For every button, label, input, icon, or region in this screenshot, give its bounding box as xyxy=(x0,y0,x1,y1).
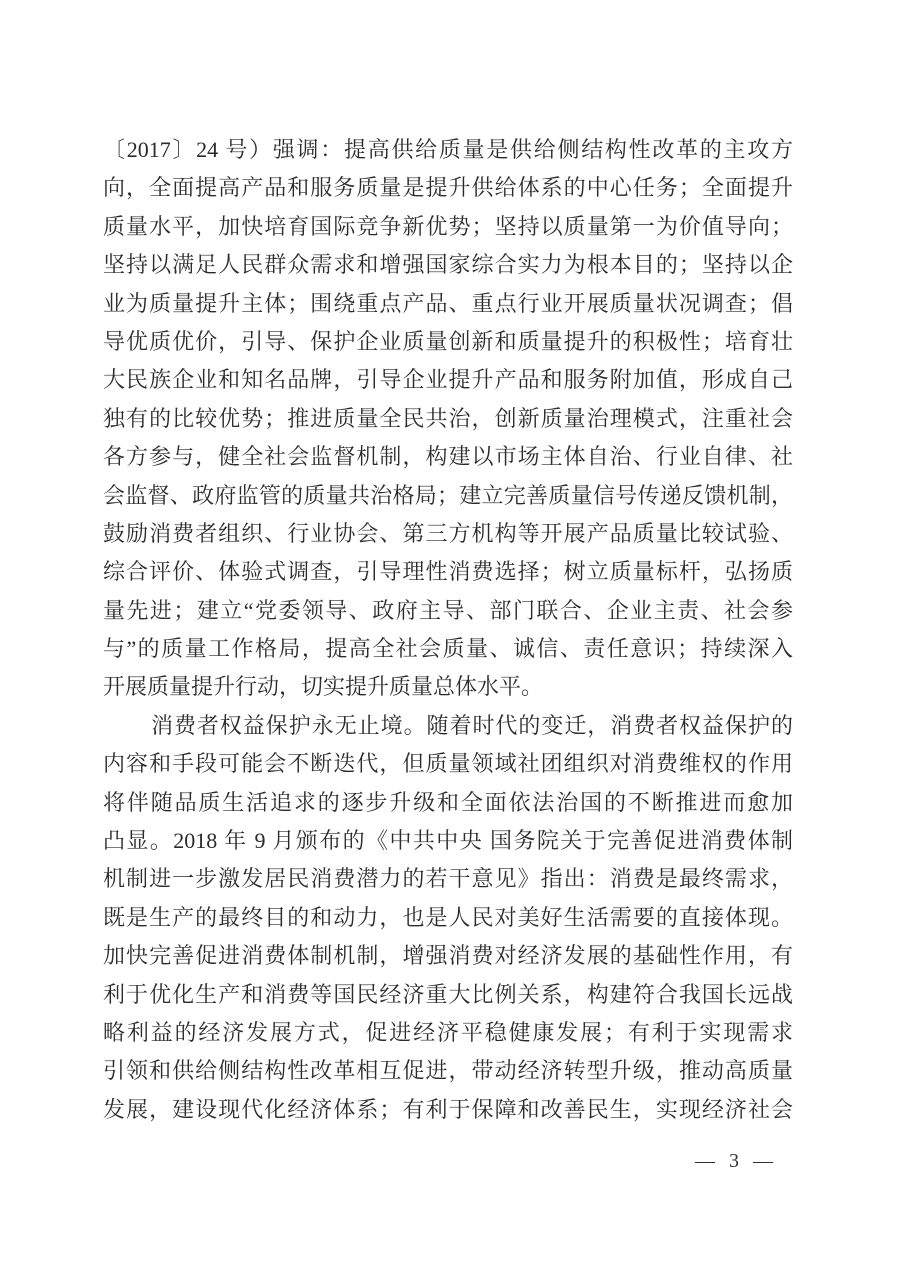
text-line: 略利益的经济发展方式，促进经济平稳健康发展；有利于实现需求 xyxy=(103,1019,793,1045)
text-line: 导优质优价，引导、保护企业质量创新和质量提升的积极性；培育壮 xyxy=(103,328,793,354)
text-line: 引领和供给侧结构性改革相互促进，带动经济转型升级，推动高质量 xyxy=(103,1058,793,1084)
text-line: 鼓励消费者组织、行业协会、第三方机构等开展产品质量比较试验、 xyxy=(103,520,793,546)
text-line: 机制进一步激发居民消费潜力的若干意见》指出：消费是最终需求， xyxy=(103,866,793,892)
text-line: 发展，建设现代化经济体系；有利于保障和改善民生，实现经济社会 xyxy=(103,1096,793,1122)
text-line: 〔2017〕24 号）强调：提高供给质量是供给侧结构性改革的主攻方 xyxy=(103,137,793,162)
document-text-block xyxy=(103,131,793,1129)
text-line: 业为质量提升主体；围绕重点产品、重点行业开展质量状况调查；倡 xyxy=(103,290,793,316)
paragraph-consumer-rights xyxy=(103,707,793,1129)
text-line: 各方参与，健全社会监督机制，构建以市场主体自治、行业自律、社 xyxy=(103,444,793,470)
text-line: 利于优化生产和消费等国民经济重大比例关系，构建符合我国长远战 xyxy=(103,981,793,1007)
text-line: 会监督、政府监管的质量共治格局；建立完善质量信号传递反馈机制， xyxy=(103,482,793,508)
text-line: 与”的质量工作格局，提高全社会质量、诚信、责任意识；持续深入 xyxy=(103,636,793,662)
text-line: 坚持以满足人民群众需求和增强国家综合实力为根本目的；坚持以企 xyxy=(103,252,793,278)
text-line: 大民族企业和知名品牌，引导企业提升产品和服务附加值，形成自己 xyxy=(103,367,793,393)
text-line: 向，全面提高产品和服务质量是提升供给体系的中心任务；全面提升 xyxy=(103,175,793,201)
text-line: 将伴随品质生活追求的逐步升级和全面依法治国的不断推进而愈加 xyxy=(103,789,793,815)
page-number: — 3 — xyxy=(695,1150,773,1172)
text-line: 开展质量提升行动，切实提升质量总体水平。 xyxy=(103,674,544,700)
text-line: 量先进；建立“党委领导、政府主导、部门联合、企业主责、社会参 xyxy=(103,597,793,623)
text-line: 综合评价、体验式调查，引导理性消费选择；树立质量标杆，弘扬质 xyxy=(103,559,793,585)
text-line: 质量水平，加快培育国际竞争新优势；坚持以质量第一为价值导向； xyxy=(103,213,793,239)
text-line: 独有的比较优势；推进质量全民共治，创新质量治理模式，注重社会 xyxy=(103,405,793,431)
text-line: 凸显。2018 年 9 月颁布的《中共中央 国务院关于完善促进消费体制 xyxy=(103,828,793,854)
paragraph-quality-improvement xyxy=(103,131,793,707)
text-line: 内容和手段可能会不断迭代，但质量领域社团组织对消费维权的作用 xyxy=(103,751,793,777)
text-line: 加快完善促进消费体制机制，增强消费对经济发展的基础性作用，有 xyxy=(103,943,793,969)
text-line: 既是生产的最终目的和动力，也是人民对美好生活需要的直接体现。 xyxy=(103,904,793,930)
text-line: 消费者权益保护永无止境。随着时代的变迁，消费者权益保护的 xyxy=(151,712,793,738)
